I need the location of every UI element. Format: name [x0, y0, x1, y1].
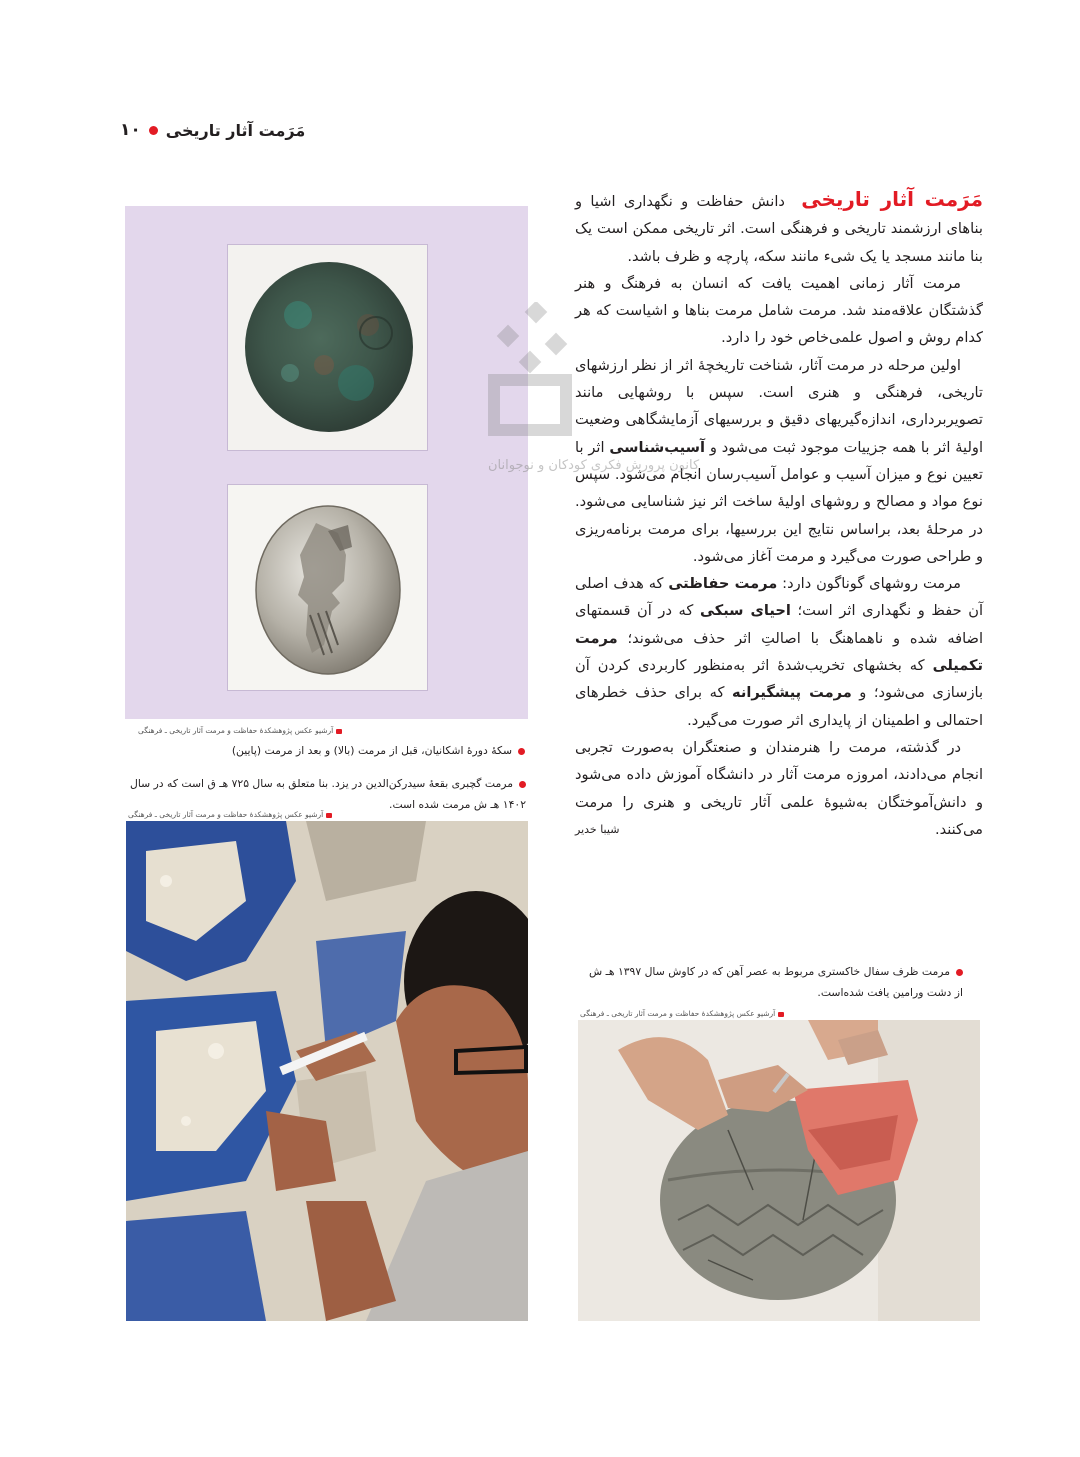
camera-icon	[326, 813, 332, 818]
pottery-caption: مرمت ظرف سفال خاکستری مربوط به عصر آهن که در کاوش سال ۱۳۹۷ هـ ش از دشت ورامین یافت شده‌است.	[589, 965, 963, 999]
coin-after-photo	[227, 484, 428, 691]
coins-caption: سکهٔ دورهٔ اشکانیان، قبل از مرمت (بالا) و بعد از مرمت (پایین)	[225, 740, 525, 761]
term-preventive: مرمت پیشگیرانه	[732, 684, 852, 702]
coins-credit: آرشیو عکس پژوهشکدهٔ حفاظت و مرمت آثار تاریخی ـ فرهنگی	[138, 726, 342, 735]
stucco-credit: آرشیو عکس پژوهشکدهٔ حفاظت و مرمت آثار تاریخی ـ فرهنگی	[128, 810, 332, 819]
running-title: مَرَمت آثار تاریخی	[165, 120, 306, 140]
camera-icon	[336, 729, 342, 734]
term-completion: مرمت تکمیلی	[575, 629, 983, 675]
bullet-icon	[518, 748, 525, 755]
article-paragraph-3: اولین مرحله در مرمت آثار، شناخت تاریخچهٔ اثر از نظر ارزشهای تاریخی، فرهنگی و هنری است. سپس با روشهایی مانند تصویربرداری، اندازه‌گیریهای دقیق و بررسیهای آزمایشگاهی وضعیت اولیهٔ اثر با همه جزییات موجود ثبت می‌شود و آسیب‌شناسی اثر با تعیین نوع و میزان آسیب و عوامل آسیب‌رسان انجام می‌شود. سپس نوع مواد و مصالح و روشهای اولیهٔ ساخت اثر نیز شناسایی می‌شود. در مرحلهٔ بعد، براساس نتایج این بررسیها، برای مرمت برنامه‌ریزی و طراحی صورت می‌گیرد و مرمت آغاز می‌شود.	[575, 356, 984, 565]
bullet-icon	[956, 969, 963, 976]
watermark-text: کانون پرورش فکری کودکان و نوجوانان	[488, 458, 700, 473]
article-title: مَرَمت آثار تاریخی	[801, 187, 983, 211]
article-body	[575, 186, 983, 843]
article-paragraph-2: مرمت آثار زمانی اهمیت یافت که انسان به فرهنگ و هنر گذشتگان علاقه‌مند شد. مرمت شامل مرمت بناها و اشیاست که هر کدام روش و اصول علمی‌خاص خود را دارد.	[575, 274, 983, 347]
term-pathology: آسیب‌شناسی	[609, 438, 705, 456]
article-paragraph-1: مَرَمت آثار تاریخی دانش حفاظت و نگهداری اشیا و بناهای ارزشمند تاریخی و فرهنگی است. اثر تاریخی ممکن است یک بنا مانند مسجد یا یک شیء مانند سکه، پارچه و ظرف باشد.	[575, 187, 983, 265]
bullet-icon	[519, 781, 526, 788]
page-header	[120, 118, 305, 142]
author-name: شیبا خدیر	[575, 823, 620, 837]
coins-figure-panel	[125, 206, 528, 719]
term-style-revival: احیای سبکی	[699, 602, 791, 620]
pottery-restoration-photo	[578, 1020, 980, 1321]
term-conservation: مرمت حفاظتی	[668, 575, 778, 593]
article-paragraph-4: مرمت روشهای گوناگون دارد: مرمت حفاظتی که هدف اصلی آن حفظ و نگهداری اثر است؛ احیای سبکی که در آن قسمتهای اضافه شده و ناهماهنگ با اصالتِ اثر حذف می‌شوند؛ مرمت تکمیلی که بخشهای تخریب‌شدهٔ اثر به‌منظور کاربردی کردن آن بازسازی می‌شود؛ و مرمت پیشگیرانه که برای حذف خطرهای احتمالی و اطمینان از پایداری اثر صورت می‌گیرد.	[575, 575, 984, 729]
stucco-caption: مرمت گچبری بقعهٔ سیدرکن‌الدین در یزد. بنا متعلق به سال ۷۲۵ هـ ق است که در سال ۱۴۰۲ هـ ش مرمت شده است.	[129, 777, 526, 811]
stucco-restoration-photo	[126, 821, 528, 1321]
coin-before-photo	[227, 244, 428, 451]
watermark-logo	[482, 302, 578, 442]
pottery-credit: آرشیو عکس پژوهشکدهٔ حفاظت و مرمت آثار تاریخی ـ فرهنگی	[580, 1009, 784, 1018]
page-number: ۱۰	[120, 120, 141, 140]
camera-icon	[778, 1012, 784, 1017]
article-paragraph-5: در گذشته، مرمت را هنرمندان و صنعتگران به‌صورت تجربی انجام می‌دادند، امروزه مرمت آثار در دانشگاه آموزش داده می‌شود و دانش‌آموختگان به‌شیوهٔ علمی آثار تاریخی و هنری را مرمت می‌کنند.	[575, 738, 983, 838]
header-dot	[149, 126, 158, 135]
